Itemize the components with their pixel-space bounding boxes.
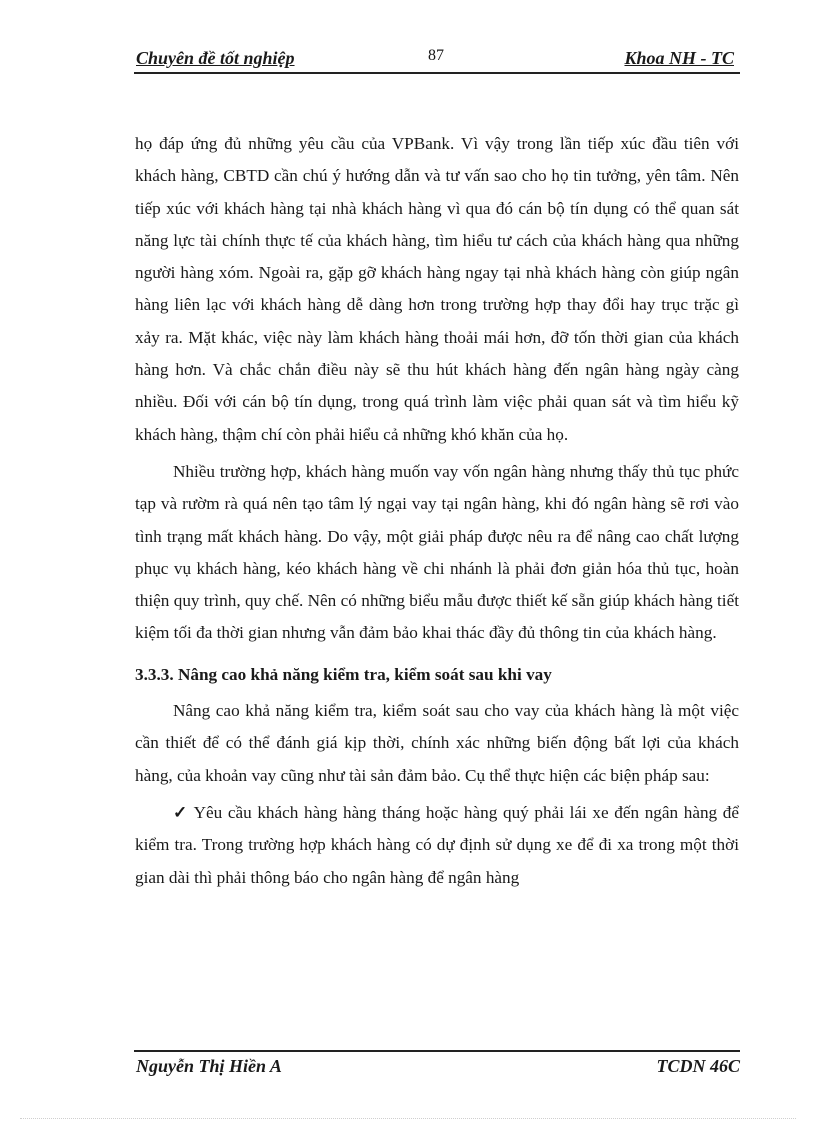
- footer-class: TCDN 46C: [656, 1056, 740, 1076]
- header-department: Khoa NH - TC: [624, 48, 734, 68]
- bullet-paragraph: [135, 797, 739, 894]
- section-heading: 3.3.3. Nâng cao khả năng kiểm tra, kiểm soát sau khi vay: [135, 664, 552, 684]
- footer-author: Nguyễn Thị Hiền A: [136, 1056, 282, 1076]
- checkmark-icon: ✓: [173, 802, 189, 822]
- paragraph-1: họ đáp ứng đủ những yêu cầu của VPBank. Vì vậy trong lần tiếp xúc đầu tiên với khách hàng, CBTD cần chú ý hướng dẫn và tư vấn sao cho họ tin tưởng, yên tâm. Nên tiếp xúc với khách hàng tại nhà khách hàng vì qua đó cán bộ tín dụng có thể quan sát năng lực tài chính thực tế của khách hàng, tìm hiểu tư cách của khách hàng qua những người hàng xóm. Ngoài ra, gặp gỡ khách hàng ngay tại nhà khách hàng còn giúp ngân hàng liên lạc với khách hàng dễ dàng hơn trong trường hợp thay đổi hay trục trặc gì xảy ra. Mặt khác, việc này làm khách hàng thoải mái hơn, đỡ tốn thời gian của khách hàng hơn. Và chắc chắn điều này sẽ thu hút khách hàng đến ngân hàng ngày càng nhiều. Đối với cán bộ tín dụng, trong quá trình làm việc phải quan sát và tìm hiểu kỹ khách hàng, thậm chí còn phải hiểu cả những khó khăn của họ.: [135, 134, 739, 444]
- header-title: Chuyên đề tốt nghiệp: [136, 48, 295, 68]
- paragraph-2: Nhiều trường hợp, khách hàng muốn vay vốn ngân hàng nhưng thấy thủ tục phức tạp và rườm rà quá nên tạo tâm lý ngại vay tại ngân hàng, khi đó ngân hàng sẽ rơi vào tình trạng mất khách hàng. Do vậy, một giải pháp được nêu ra để nâng cao chất lượng phục vụ khách hàng, kéo khách hàng về chi nhánh là phải đơn giản hóa thủ tục, hoàn thiện quy trình, quy chế. Nên có những biểu mẫu được thiết kế sẵn giúp khách hàng tiết kiệm tối đa thời gian nhưng vẫn đảm bảo khai thác đầy đủ thông tin của khách hàng.: [135, 461, 739, 643]
- page-edge-divider: [20, 1118, 796, 1119]
- page-header: [134, 44, 740, 74]
- paragraph-3: Nâng cao khả năng kiểm tra, kiểm soát sau cho vay của khách hàng là một việc cần thiết để có thể đánh giá kịp thời, chính xác những biến động bất lợi của khách hàng, của khoản vay cũng như tài sản đảm bảo. Cụ thể thực hiện các biện pháp sau:: [135, 701, 739, 785]
- document-body: [135, 128, 739, 894]
- bullet-text: Yêu cầu khách hàng hàng tháng hoặc hàng quý phải lái xe đến ngân hàng để kiểm tra. Trong trường hợp khách hàng có dự định sử dụng xe để đi xa trong một thời gian dài thì phải thông báo cho ngân hàng để ngân hàng: [135, 802, 739, 887]
- page-number: 87: [428, 47, 444, 64]
- page-footer: [134, 1050, 740, 1082]
